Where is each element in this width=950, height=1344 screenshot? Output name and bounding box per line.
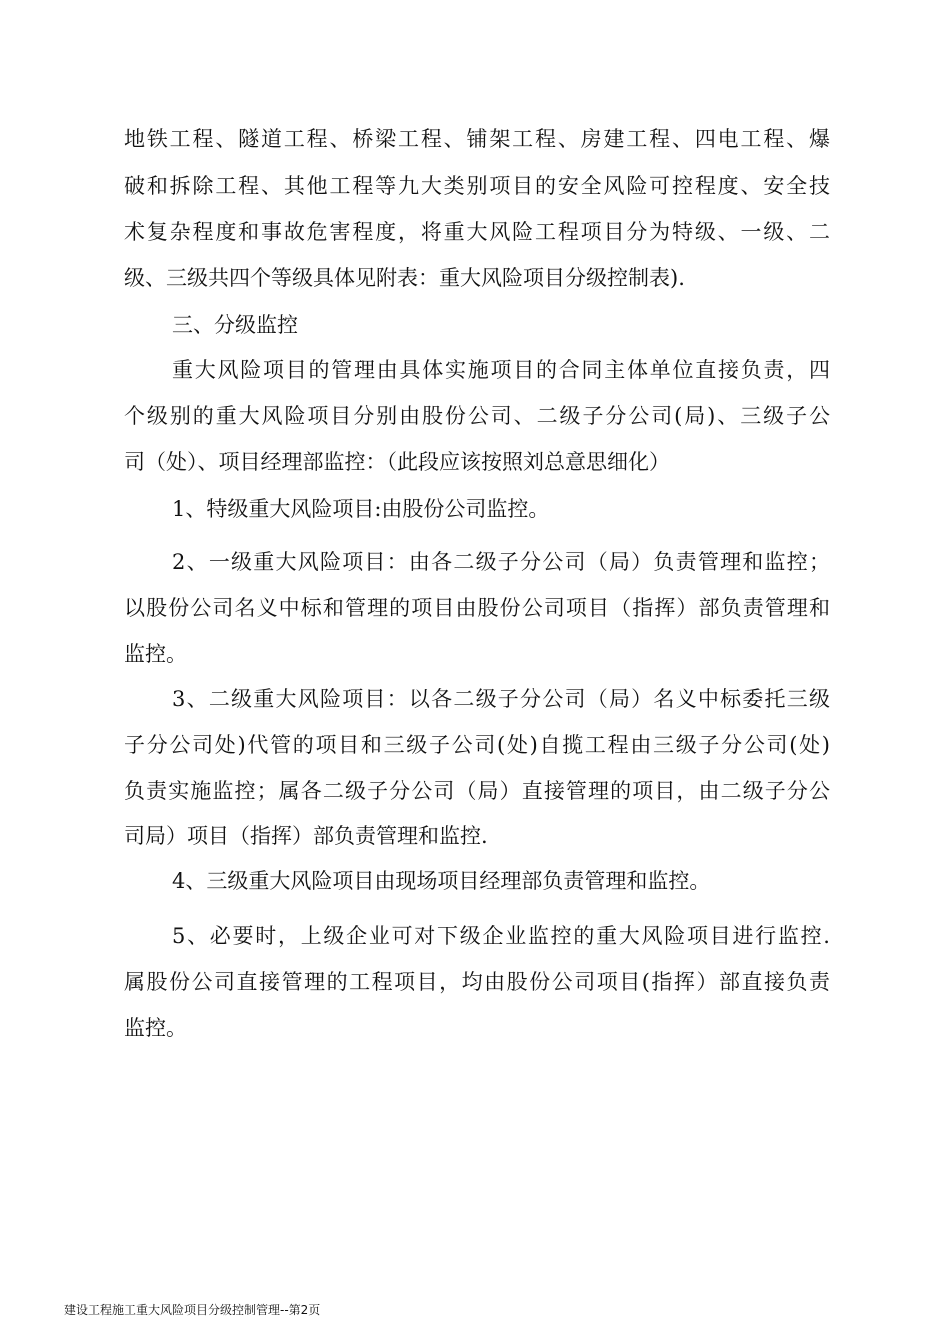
list-item: 1、特级重大风险项目:由股份公司监控。 [172,497,550,521]
list-item: 3、二级重大风险项目：以各二级子分公司（局）名义中标委托三级 [172,687,830,711]
body-line: 破和拆除工程、其他工程等九大类别项目的安全风险可控程度、安全技 [124,174,830,198]
list-item: 2、一级重大风险项目：由各二级子分公司（局）负责管理和监控； [172,550,830,574]
body-line: 子分公司处)代管的项目和三级子公司(处)自揽工程由三级子分公司(处) [124,733,830,757]
body-line: 以股份公司名义中标和管理的项目由股份公司项目（指挥）部负责管理和 [124,596,830,620]
body-line: 监控。 [124,642,187,666]
body-line: 个级别的重大风险项目分别由股份公司、二级子分公司(局)、三级子公 [124,404,830,428]
body-line: 司（处）、项目经理部监控：（此段应该按照刘总意思细化） [124,450,670,474]
body-line: 属股份公司直接管理的工程项目，均由股份公司项目(指挥）部直接负责 [124,970,830,994]
body-line: 术复杂程度和事故危害程度，将重大风险工程项目分为特级、一级、二 [124,220,830,244]
body-line: 级、三级共四个等级具体见附表：重大风险项目分级控制表). [124,266,685,290]
body-line: 监控。 [124,1016,187,1040]
body-line: 司局）项目（指挥）部负责管理和监控. [124,824,488,848]
body-line: 重大风险项目的管理由具体实施项目的合同主体单位直接负责，四 [172,358,830,382]
section-heading: 三、分级监控 [172,313,298,337]
body-line: 地铁工程、隧道工程、桥梁工程、铺架工程、房建工程、四电工程、爆 [124,127,830,151]
page-footer: 建设工程施工重大风险项目分级控制管理--第2页 [64,1303,321,1317]
body-line: 负责实施监控；属各二级子分公司（局）直接管理的项目，由二级子分公 [124,779,830,803]
list-item: 5、必要时，上级企业可对下级企业监控的重大风险项目进行监控. [172,924,830,948]
list-item: 4、三级重大风险项目由现场项目经理部负责管理和监控。 [172,869,711,893]
